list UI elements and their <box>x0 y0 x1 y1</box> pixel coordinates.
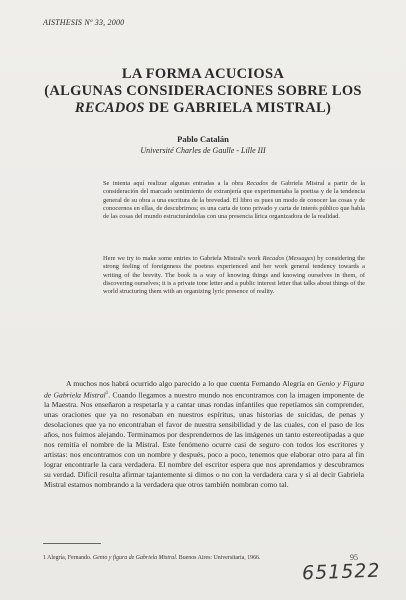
footnote <box>43 555 260 561</box>
title-line-1: LA FORMA ACUCIOSA <box>121 66 285 82</box>
footnote-ref: 1 <box>105 390 109 396</box>
abstract-en-text-3: ) by considering the strong feeling of foreignness the poetess experienced and her work general tendency towards a writing of the brevity. The book is a way of knowing things and knowing ourselves in them, of discovering ourselves; it is a private tone letter and a public interest letter that talks about things of the world structuring them with an organizing lyric presence of reality. <box>103 255 366 296</box>
body-text-1: A muchos nos habrá ocurrido algo parecido a lo que cuenta Fernando Alegría en <box>66 379 317 388</box>
abstract-es-italic: Recados <box>246 180 269 187</box>
abstract-es-text-1: Se intenta aquí realizar algunas entradas a la obra <box>103 180 247 187</box>
abstract-en-italic-2: Messages <box>288 255 314 262</box>
body-italic-title: Genio y Figura de Gabriela Mistral <box>44 379 364 400</box>
footnote-text-2: . Buenos Aires: Universitaria, 1966. <box>175 555 261 561</box>
page-number: 95 <box>350 553 358 562</box>
abstract-en-text-2: ( <box>284 255 289 262</box>
title-line-3-rest: DE GABRIELA MISTRAL) <box>144 100 332 116</box>
footnote-text-1: 1 Alegría, Fernando. <box>43 555 93 561</box>
body-paragraph <box>44 379 364 490</box>
abstract-spanish <box>103 180 365 221</box>
title-italic-recados: RECADOS <box>74 100 145 116</box>
author-name: Pablo Catalán <box>177 134 229 144</box>
body-text-2: . Cuando llegamos a nuestro mundo nos encontramos con la imagen imponente de la Maestra. Nos enseñaron a respetarla y a cantar unas rondas infantiles que repetíamos sin comprender, unas oraciones que ya no resonaban en nuestros espíritus, unas historias de suicidas, de penas y desolaciones que ya no encontraban el favor de nuestra sensibilidad y de las cuales, con el paso de los años, nos fuimos alejando. Terminamos por desprendernos de las imágenes un tanto estereotipadas a que nos remitía el nombre de la Mistral. Este fenómeno ocurre casi de seguro con todos los escritores y artistas: nos encontramos con un nombre y después, poco a poco, tenemos que elaborar otro para al fin lograr encontrarle la cara verdadera. El nombre del escritor espera que nos aprendamos y descubramos su verdad. Difícil resulta afirmar tajantemente si dimos o no con la verdadera cara y si al decir Gabriela Mistral estamos nombrando a la verdadera que otros también nombran como tal. <box>44 390 365 490</box>
article-title <box>20 66 386 117</box>
footnote-rule <box>43 543 101 544</box>
author-affiliation: Université Charles de Gaulle - Lille III <box>140 146 266 155</box>
handwritten-catalog-number: 651522 <box>301 559 381 585</box>
abstract-en-italic-1: Recados <box>262 255 285 262</box>
footnote-italic: Genio y figura de Gabriela Mistral <box>92 555 176 561</box>
abstract-english <box>103 255 365 296</box>
title-line-2: (ALGUNAS CONSIDERACIONES SOBRE LOS <box>44 83 362 99</box>
abstract-en-text-1: Here we try to make some entries to Gabriela Mistral's work <box>103 255 263 262</box>
abstract-es-text-2: de Gabriela Mistral a partir de la consideración del marcado sentimiento de extranjería que experimentaba la poetisa y de la tendencia general de su obra a una escritura de la brevedad. El libro es pues un modo de conocer las cosas y de conocernos en ellas, de descubrirnos; es una carta de tono privado y carta de interés público que habla de las cosas del mundo estructurándolas con una presencia lírica organizadora de la realidad. <box>103 180 366 221</box>
running-head: AISTHESIS Nº 33, 2000 <box>43 18 125 27</box>
title-line-3 <box>20 100 386 117</box>
